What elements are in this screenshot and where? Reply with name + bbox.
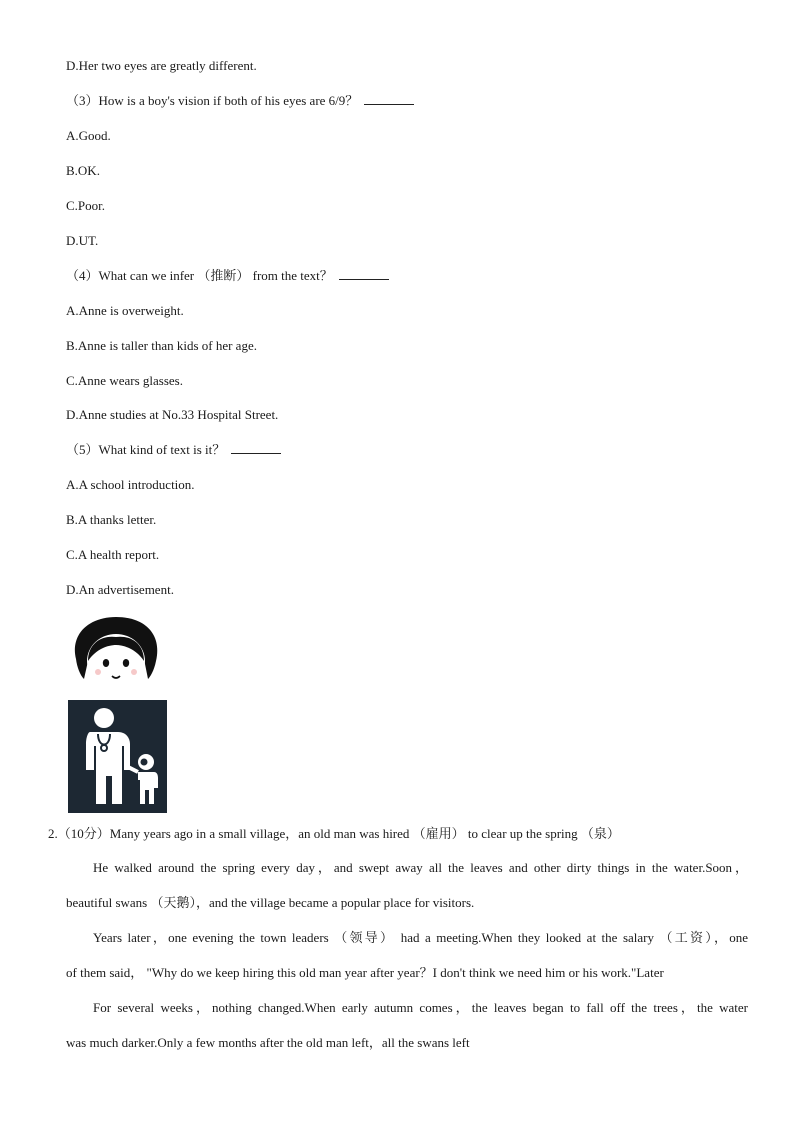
answer-blank[interactable]	[231, 441, 281, 454]
doctor-with-child-icon	[68, 700, 167, 813]
question-4-option-a: A.Anne is overweight.	[66, 303, 184, 318]
girl-face-icon	[68, 615, 166, 691]
question-5-option-b: B.A thanks letter.	[66, 512, 157, 527]
question-5-option-c: C.A health report.	[66, 547, 160, 562]
paragraph-line: beautiful swans （天鹅），and the village became a popular place for visitors.	[66, 895, 475, 910]
question-5-option-d: D.An advertisement.	[66, 582, 174, 597]
question-3-option-a: A.Good.	[66, 128, 111, 143]
option-d: D.Her two eyes are greatly different.	[66, 58, 257, 73]
passage-header: 2.（10分）Many years ago in a small village，an old man was hired （雇用） to clear up the spring （泉）	[48, 826, 620, 841]
question-5-stem: （5）What kind of text is it？	[66, 441, 281, 459]
question-3-option-d: D.UT.	[66, 233, 99, 248]
paragraph-line: was much darker.Only a few months after the old man left，all the swans left	[66, 1035, 470, 1050]
paragraph-3	[66, 990, 748, 1060]
question-4-stem: （4）What can we infer （推断） from the text？	[66, 267, 389, 285]
paragraph-2	[66, 920, 748, 990]
paragraph-line: Years later，one evening the town leaders （领导） had a meeting.When they looked at the salary （工资），one	[93, 930, 748, 945]
answer-blank[interactable]	[364, 92, 414, 105]
question-3-option-c: C.Poor.	[66, 198, 106, 213]
question-4-option-c: C.Anne wears glasses.	[66, 373, 183, 388]
paragraph-1	[66, 850, 748, 920]
question-4-option-d: D.Anne studies at No.33 Hospital Street.	[66, 407, 279, 422]
answer-blank[interactable]	[339, 267, 389, 280]
paragraph-line: He walked around the spring every day，and swept away all the leaves and other dirty things in the water.Soon，	[93, 860, 748, 875]
question-3-option-b: B.OK.	[66, 163, 100, 178]
question-3-stem: （3）How is a boy's vision if both of his eyes are 6/9？	[66, 92, 414, 110]
question-5-option-a: A.A school introduction.	[66, 477, 195, 492]
question-4-option-b: B.Anne is taller than kids of her age.	[66, 338, 257, 353]
paragraph-line: For several weeks，nothing changed.When early autumn comes，the leaves began to fall off the trees，the water	[93, 1000, 748, 1015]
paragraph-line: of them said， "Why do we keep hiring this old man year after year？I don't think we need him or his work."Later	[66, 965, 664, 980]
